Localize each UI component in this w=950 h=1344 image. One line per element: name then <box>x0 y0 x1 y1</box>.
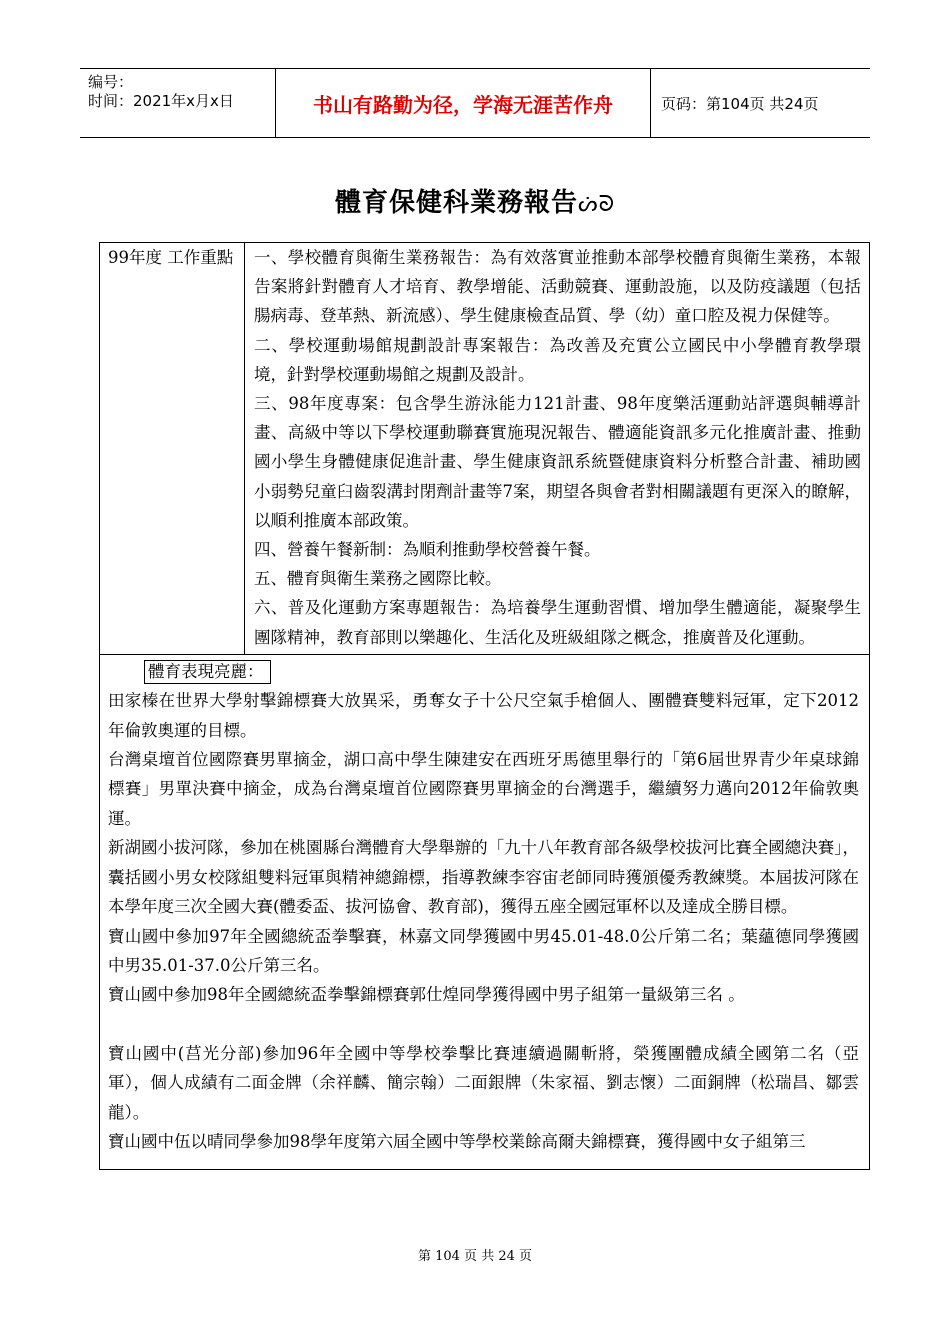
work-item: 四、營養午餐新制：為順利推動學校營養午餐。 <box>254 540 601 560</box>
work-item: 五、體育與衛生業務之國際比較。 <box>254 569 502 589</box>
serial-label: 编号： <box>88 73 134 91</box>
header-page-code: 页码：第104页 共24页 <box>661 94 819 113</box>
achievement-item: 寶山國中(莒光分部)參加96年全國中等學校拳擊比賽連續過關斬將，榮獲團體成績全國第二名（亞軍），個人成績有二面金牌（余祥麟、簡宗翰）二面銀牌（朱家福、劉志懷）二面銅牌（松瑞昌、鄒雲龍）。 <box>108 1043 859 1122</box>
work-item: 一、學校體育與衛生業務報告：為有效落實並推動本部學校體育與衛生業務，本報告案將針對體育人才培育、教學增能、活動競賽、運動設施，以及防疫議題（包括腸病毒、登革熱、新流感）、學生健康檢查品質、學（幼）童口腔及視力保健等。 <box>254 248 861 326</box>
title-text: 體育保健科業務報告 <box>334 188 578 218</box>
report-table <box>99 242 870 1170</box>
work-focus-row <box>100 243 869 655</box>
achievement-item: 新湖國小拔河隊，參加在桃園縣台灣體育大學舉辦的「九十八年教育部各級學校拔河比賽全國總決賽」，囊括國小男女校隊組雙料冠軍與精神總錦標，指導教練李容宙老師同時獲頒優秀教練獎。本屆拔河隊在本學年度三次全國大賽(體委盃、拔河協會、教育部)，獲得五座全國冠軍杯以及達成全勝目標。 <box>108 838 859 917</box>
achievement-item: 台灣桌壇首位國際賽男單摘金，湖口高中學生陳建安在西班牙馬德里舉行的「第6屆世界青少年桌球錦標賽」男單決賽中摘金，成為台灣桌壇首位國際賽男單摘金的台灣選手，繼續努力邁向2012年倫敦奧運。 <box>108 750 859 828</box>
header-motto: 书山有路勤为径，学海无涯苦作舟 <box>276 69 651 137</box>
work-item: 六、普及化運動方案專題報告：為培養學生運動習慣、增加學生體適能，凝聚學生團隊精神，教育部則以樂趣化、生活化及班級組隊之概念，推廣普及化運動。 <box>254 598 861 647</box>
work-focus-label: 99年度 工作重點 <box>100 243 245 654</box>
document-title <box>0 182 950 219</box>
page-header <box>80 68 870 138</box>
date-label: 时间：2021年x月x日 <box>88 92 234 110</box>
achievement-item: 田家榛在世界大學射擊錦標賽大放異采，勇奪女子十公尺空氣手槍個人、團體賽雙料冠軍，定下2012年倫敦奧運的目標。 <box>108 691 859 740</box>
achievement-item: 寶山國中參加98年全國總統盃拳擊錦標賽郭仕煌同學獲得國中男子組第一量級第三名 。 <box>108 985 745 1005</box>
work-focus-items <box>245 243 869 654</box>
achievement-item: 寶山國中伍以晴同學參加98學年度第六屆全國中等學校業餘高爾夫錦標賽，獲得國中女子組第三 <box>108 1131 806 1151</box>
achievements-heading: 體育表現亮麗： <box>144 660 271 684</box>
achievement-item: 寶山國中參加97年全國總統盃拳擊賽，林嘉文同學獲國中男45.01-48.0公斤第二名；葉蘊德同學獲國中男35.01-37.0公斤第三名。 <box>108 926 859 975</box>
title-suffix-symbol: ᔖᘐ <box>577 192 616 217</box>
blank-line <box>108 1010 859 1039</box>
achievements-section <box>100 655 869 1169</box>
header-meta <box>80 69 276 137</box>
work-item: 二、學校運動場館規劃設計專案報告：為改善及充實公立國民中小學體育教學環境，針對學校運動場館之規劃及設計。 <box>254 335 861 384</box>
page-footer: 第 104 页 共 24 页 <box>417 1249 533 1264</box>
work-item: 三、98年度專案：包含學生游泳能力121計畫、98年度樂活運動站評選與輔導計畫、高級中等以下學校運動聯賽實施現況報告、體適能資訊多元化推廣計畫、推動國小學生身體健康促進計畫、學生健康資訊系統暨健康資料分析整合計畫、補助國小弱勢兒童臼齒裂溝封閉劑計畫等7案，期望各與會者對相關議題有更深入的瞭解，以順利推廣本部政策。 <box>254 394 861 530</box>
